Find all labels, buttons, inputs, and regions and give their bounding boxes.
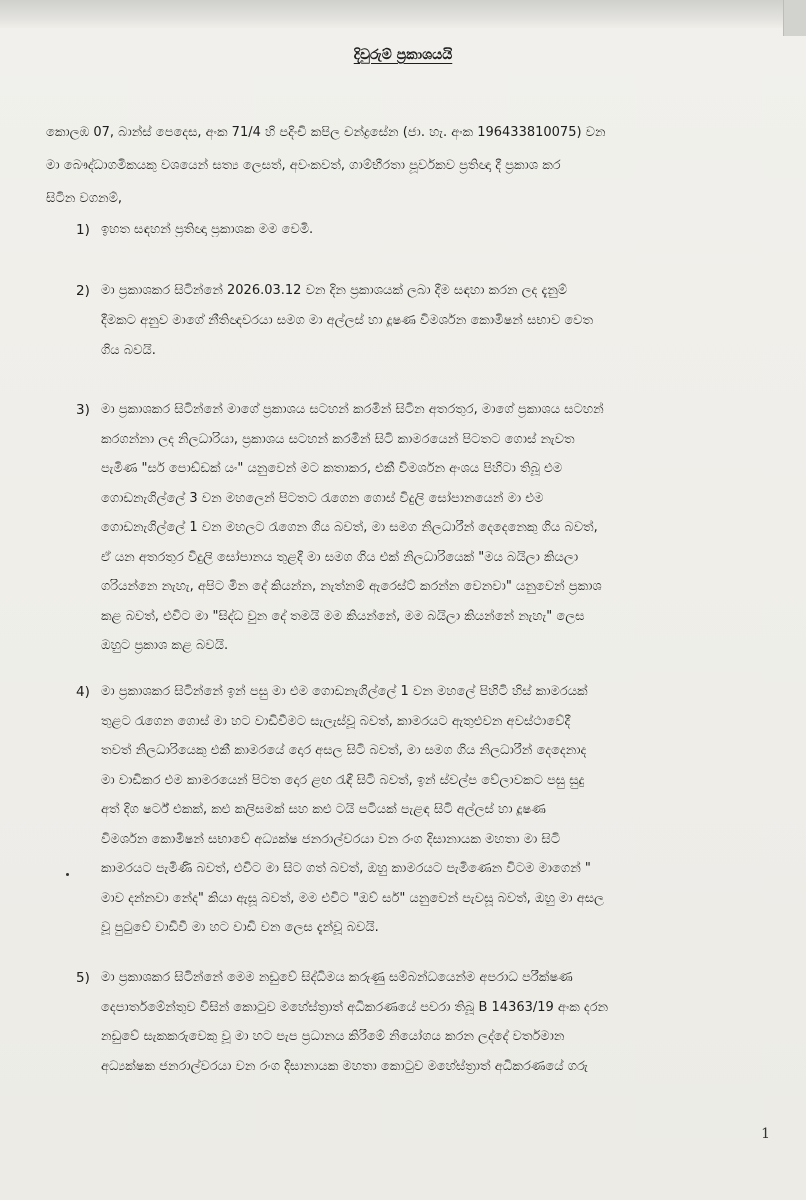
item-line: ගොඩනැගිල්ලේ 1 වන මහලට රැගෙන ගිය බවත්, මා සමග නිලධාරීන් දෙදෙනෙකු ගිය බවත්, [101,520,598,535]
item-line: නඩුවේ සැකකරුවෙකු වූ මා හට පැප ප්‍රධානය කිරීමේ නියෝගය කරන ලද්දේ වර්තමාන [101,1029,565,1044]
page-title: දිවුරුම් ප්‍රකාශයයි [353,47,453,63]
item-line: පැමිණ "සර් පොඩ්ඩක් යං" යනුවෙන් මට කතාකර, එකී විමර්ශන අංශය පිහිටා තිබූ එම [101,461,563,476]
item-line: අත් දිග ෂර්ට් එකක්, කළු කලිසමක් සහ කළු ටයි පටියක් පැළඳ සිටි අල්ලස් හා දූෂණ [101,802,546,817]
item-5-text [101,970,766,1088]
intro-paragraph [46,125,766,224]
item-line: මාව දන්නවා නේද" කියා ඇසූ බවත්, මම එවිට "ඔව් සර්" යනුවෙන් පැවසූ බවත්, ඔහු මා අසල [101,890,604,906]
item-line: ගරියන්නෙ නැහැ, අපිට මින දේ කියන්න, නැත්නම් ඇරෙස්ට් කරන්න වෙනවා" යනුවෙන් ප්‍රකාශ [101,579,602,594]
intro-line: සිටින වගනම්, [46,191,123,206]
item-line: ඒ යන අතරතුර විදුලි සෝපානය තුළදී මා සමග ගිය එක් නිලධාරියෙක් "මය බයිලා කියලා [101,549,579,565]
item-line: කාමරයට පැමිණි බවත්, එවිට මා සිට ගත් බවත්, ඔහු කාමරයට පැමිණෙන විටම මාගෙන් " [101,861,591,876]
item-3-text [101,402,766,668]
item-line: විමර්ශන කොමිෂන් සභාවේ අධ්‍යක්ෂ ජනරාල්වරයා වන රංග දිසානායක මහතා මා සිටි [101,831,561,847]
item-line: දෙපාර්තමේන්තුව විසින් කොටුව මහේස්ත්‍රාත් අධිකරණයේ පවරා තිබූ B 14363/19 අංක දරන [101,999,609,1015]
item-line: මා ප්‍රකාශකර සිටින්නේ මාගේ ප්‍රකාශය සටහන් කරමින් සිටින අතරතුර, මාගේ ප්‍රකාශය සටහන් [101,402,604,417]
item-2-text [101,283,766,373]
page-number: 1 [761,1126,770,1142]
item-line: මා ප්‍රකාශකර සිටින්නේ 2026.03.12 වන දින ප්‍රකාශයක් ලබා දීම සඳහා කරන ලද දැනුම් [101,283,568,298]
item-line: කරගන්නා ලද නිලධාරියා, ප්‍රකාශය සටහන් කරමින් සිටි කාමරයෙන් පිටතට ගොස් නැවත [101,431,575,447]
item-number: 3) [76,402,90,418]
item-line: තවත් නිලධාරියෙකු එකී කාමරයේ දොර අසල සිටි බවත්, මා සමග ගිය නිලධාරීන් දෙදෙනාද [101,743,587,758]
item-line: ඉහත සඳහන් ප්‍රතිඥා ප්‍රකාශක මම වෙමි. [101,222,314,237]
item-line: දීමකට අනුව මාගේ නීතිඥවරයා සමග මා අල්ලස් හා දූෂණ විමර්ශන කොමිෂන් සභාව වෙත [101,313,594,328]
item-line: තුළට රැගෙන ගොස් මා හට වාඩිවීමට සැලැස්වූ බවත්, කාමරයට ඇතුළුවන අවස්ථාවේදී [101,713,571,729]
item-1-text [101,222,761,237]
stray-mark [66,873,69,876]
page-top-edge [0,0,806,28]
item-line: මා වාඩිකර එම කාමරයෙන් පිටත දොර ළඟ රැඳී සිටි බවත්, ඉන් ස්වල්ප වේලාවකට පසු සුදු [101,772,585,788]
page-corner-fold [783,0,806,36]
item-4-text [101,684,766,950]
item-number: 4) [76,684,90,700]
item-line: මා ප්‍රකාශකර සිටින්නේ ඉන් පසු මා එම ගොඩනැගිල්ලේ 1 වන මහලේ පිහිටි හිස් කාමරයක් [101,684,588,699]
item-number: 1) [76,222,90,238]
item-line: මා ප්‍රකාශකර සිටින්නේ මෙම නඩුවේ සිද්ධිමය කරුණු සම්බන්ධයෙන්ම අපරාධ පරීක්ෂණ [101,970,573,985]
item-line: අධ්‍යක්ෂක ජනරාල්වරයා වන රංග දිසානායක මහතා කොටුව මහේස්ත්‍රාත් අධිකරණයේ ගරු [101,1058,588,1074]
intro-line: කොලඹ 07, බාන්ස් පෙදෙස, අංක 71/4 හි පදිංචි කපිල චන්ද්‍රසේන (ජා. හැ. අංක 196433810075) වන [46,125,606,140]
item-line: වූ පුටුවේ වාඩිවී මා හට වාඩි වන ලෙස දැන්වූ බවයි. [101,920,379,935]
item-number: 2) [76,283,90,299]
item-line: ඔහුට ප්‍රකාශ කළ බවයි. [101,638,229,653]
item-line: කළ බවත්, එවිට මා "සිද්ධ වුන දේ තමයි මම කියන්නේ, මම බයිලා කියන්නේ නැහැ" ලෙස [101,608,585,624]
item-line: ගිය බවයි. [101,343,156,358]
item-line: ගොඩනැගිල්ලේ 3 වන මහලෙන් පිටතට රැගෙන ගොස් විදුලි සෝපානයෙන් මා එම [101,490,544,506]
item-number: 5) [76,970,90,986]
intro-line: මා බෞද්ධාගමිකයකු වශයෙන් සත්‍ය ලෙසත්, අවංකවත්, ගාම්භීරතා පූර්වකව ප්‍රතිඥා දී ප්‍රකාශ කර [46,158,561,173]
